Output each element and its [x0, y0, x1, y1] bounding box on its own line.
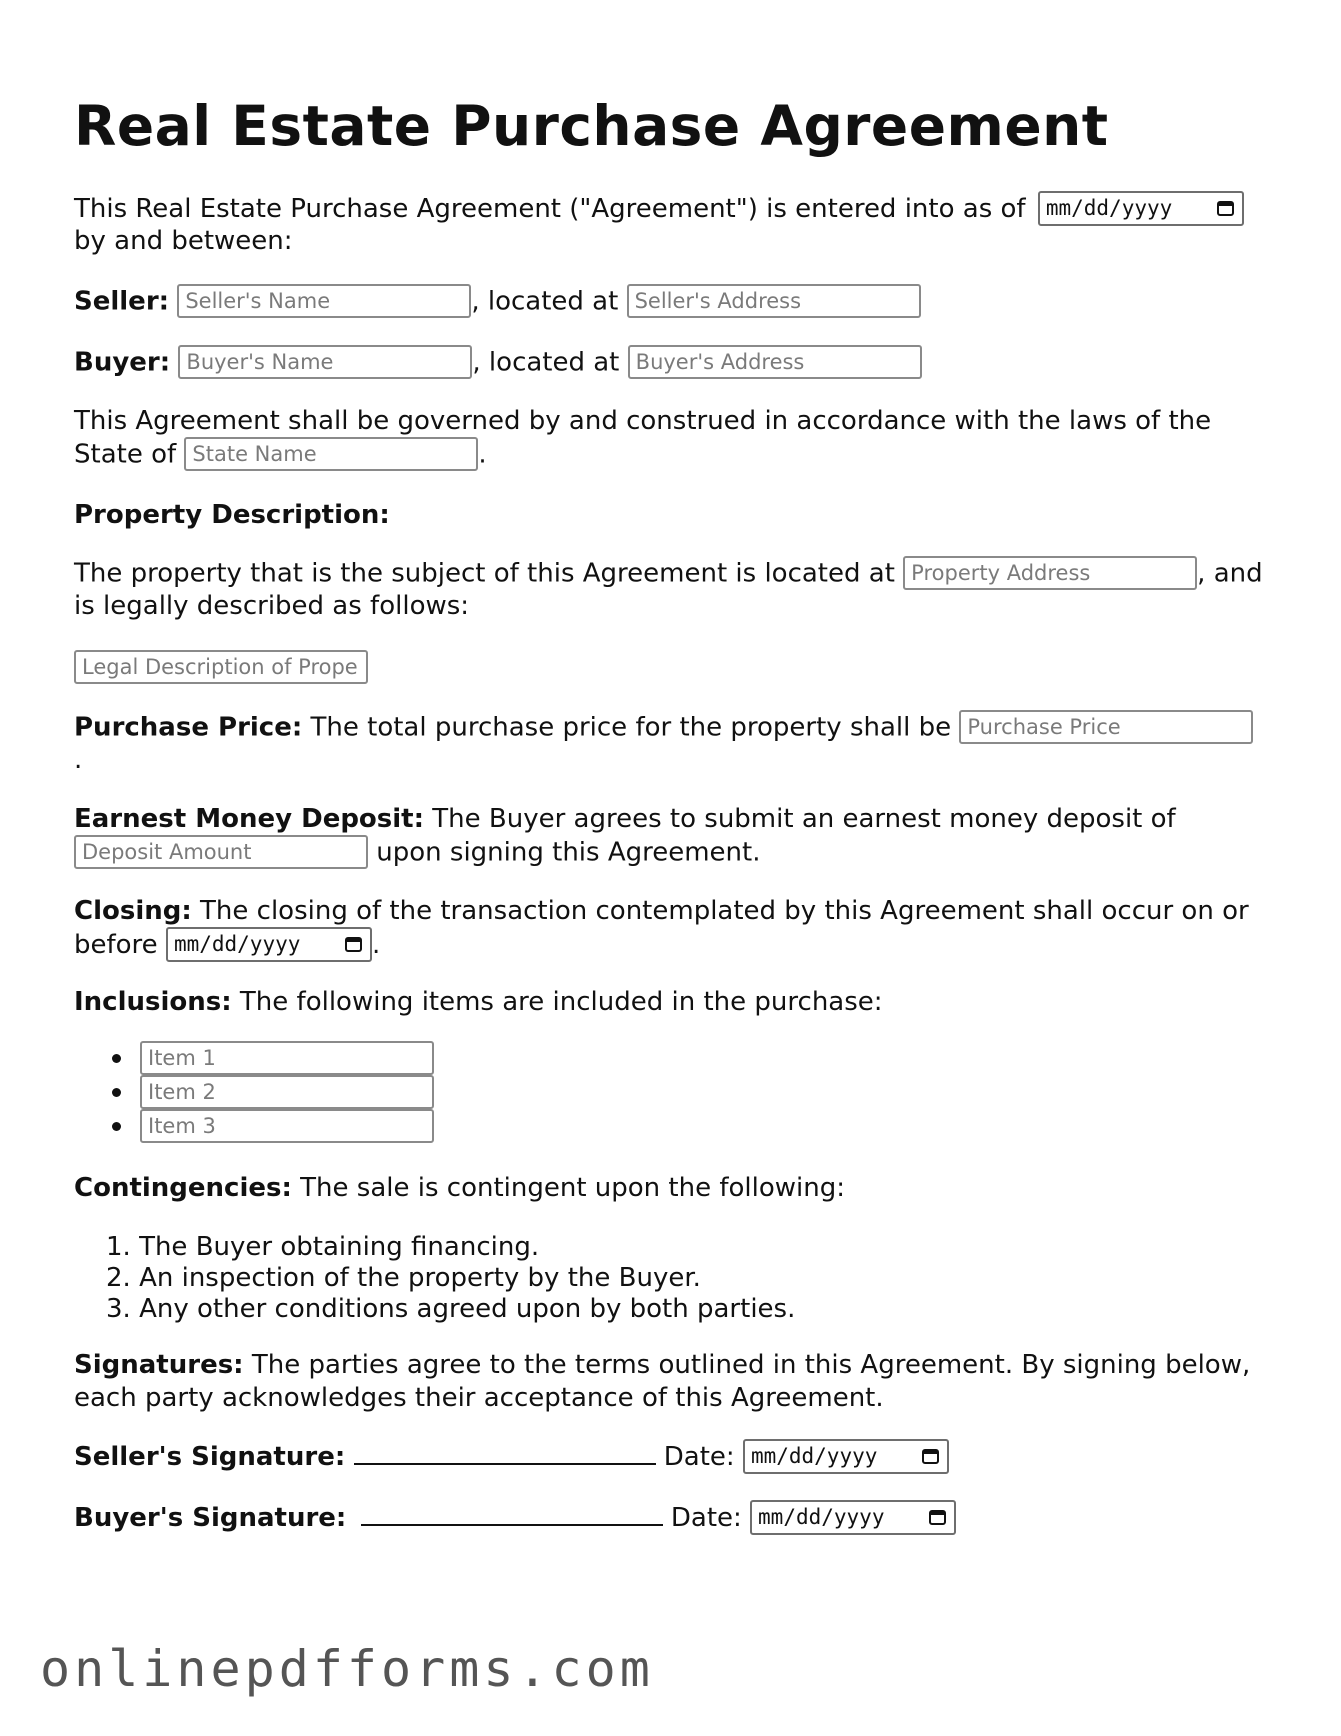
- earnest-label: Earnest Money Deposit:: [74, 804, 425, 834]
- property-heading-block: [74, 499, 1274, 532]
- purchase-price-paragraph: [74, 711, 1274, 777]
- calendar-icon[interactable]: [929, 1509, 946, 1525]
- property-address-input[interactable]: Property Address: [903, 556, 1197, 590]
- governing-paragraph: [74, 405, 1274, 471]
- inclusion-item-1-input[interactable]: Item 1: [140, 1041, 434, 1075]
- seller-label: Seller:: [74, 286, 170, 317]
- buyer-located-at: , located at: [472, 347, 620, 378]
- buyer-label: Buyer:: [74, 347, 171, 378]
- inclusion-item-2-input[interactable]: Item 2: [140, 1075, 434, 1109]
- purchase-price-input[interactable]: Purchase Price: [959, 710, 1253, 744]
- list-item: [74, 1075, 1274, 1109]
- list-item: 3. Any other conditions agreed upon by both parties.: [106, 1294, 796, 1324]
- agreement-date-placeholder: mm/dd/yyyy: [1045, 196, 1173, 220]
- contingencies-list-block: [106, 1232, 1306, 1325]
- buyer-row: [74, 346, 1274, 379]
- list-item: 1. The Buyer obtaining financing.: [106, 1232, 540, 1262]
- contingencies-label: Contingencies:: [74, 1173, 292, 1203]
- governing-end: .: [478, 439, 487, 470]
- seller-signature-row: [74, 1437, 1274, 1470]
- buyer-date-placeholder: mm/dd/yyyy: [758, 1505, 885, 1529]
- buyer-signature-row: [74, 1498, 1274, 1531]
- calendar-icon[interactable]: [1217, 200, 1234, 216]
- seller-signature-line[interactable]: [354, 1437, 656, 1465]
- list-item: 2. An inspection of the property by the Buyer.: [106, 1263, 701, 1293]
- state-name-input[interactable]: State Name: [184, 437, 478, 471]
- intro-text-line2: by and between:: [74, 226, 293, 256]
- buyer-signature-line[interactable]: [361, 1498, 663, 1526]
- calendar-icon[interactable]: [345, 936, 362, 952]
- contingencies-text: The sale is contingent upon the following:: [300, 1173, 846, 1203]
- intro-text: This Real Estate Purchase Agreement ("Agreement") is entered into as of: [74, 194, 1026, 224]
- property-paragraph: [74, 557, 1274, 623]
- inclusions-list: [74, 1041, 1274, 1143]
- property-text: The property that is the subject of this Agreement is located at: [74, 558, 895, 589]
- seller-located-at: , located at: [471, 286, 619, 317]
- seller-signature-label: Seller's Signature:: [74, 1442, 346, 1472]
- earnest-text-after: upon signing this Agreement.: [376, 837, 761, 868]
- closing-before: before: [74, 930, 158, 960]
- governing-text: This Agreement shall be governed by and construed in accordance with the laws of the: [74, 406, 1212, 436]
- seller-address-input[interactable]: Seller's Address: [627, 284, 921, 318]
- buyer-address-input[interactable]: Buyer's Address: [628, 345, 922, 379]
- seller-date-input[interactable]: [743, 1439, 949, 1474]
- closing-date-placeholder: mm/dd/yyyy: [173, 932, 301, 956]
- closing-paragraph: [74, 895, 1274, 961]
- inclusions-text: The following items are included in the purchase:: [239, 987, 883, 1017]
- agreement-date-input[interactable]: [1038, 191, 1244, 226]
- signatures-text: The parties agree to the terms outlined in this Agreement. By signing below,: [251, 1350, 1251, 1380]
- earnest-text: The Buyer agrees to submit an earnest money deposit of: [432, 804, 1176, 834]
- signatures-label: Signatures:: [74, 1350, 244, 1380]
- page-title: Real Estate Purchase Agreement: [74, 94, 1109, 158]
- closing-date-input[interactable]: [166, 927, 372, 962]
- contingencies-list: [106, 1232, 1306, 1325]
- seller-name-input[interactable]: Seller's Name: [177, 284, 471, 318]
- closing-label: Closing:: [74, 896, 192, 926]
- calendar-icon[interactable]: [922, 1448, 939, 1464]
- purchase-price-text: The total purchase price for the property shall be: [310, 712, 952, 743]
- buyer-name-input[interactable]: Buyer's Name: [178, 345, 472, 379]
- intro-paragraph: [74, 192, 1274, 258]
- signatures-text-line2: each party acknowledges their acceptance of this Agreement.: [74, 1383, 884, 1413]
- purchase-price-label: Purchase Price:: [74, 712, 303, 743]
- inclusions-list-block: [74, 1041, 1274, 1143]
- purchase-price-end: .: [74, 745, 83, 775]
- contingencies-paragraph: [74, 1172, 1274, 1205]
- inclusion-item-3-input[interactable]: Item 3: [140, 1109, 434, 1143]
- list-item: [74, 1041, 1274, 1075]
- inclusions-paragraph: [74, 986, 1274, 1019]
- property-heading: Property Description:: [74, 500, 390, 530]
- seller-row: [74, 285, 1274, 318]
- legal-description-input[interactable]: Legal Description of Prope: [74, 650, 368, 684]
- deposit-amount-input[interactable]: Deposit Amount: [74, 835, 368, 869]
- legal-description-row: [74, 651, 1274, 685]
- closing-end: .: [371, 930, 381, 960]
- closing-text: The closing of the transaction contemplated by this Agreement shall occur on or: [200, 896, 1249, 926]
- buyer-date-input[interactable]: [750, 1500, 956, 1535]
- buyer-signature-label: Buyer's Signature:: [74, 1503, 347, 1533]
- earnest-paragraph: [74, 803, 1274, 869]
- buyer-date-label: Date:: [670, 1503, 742, 1533]
- seller-date-label: Date:: [663, 1442, 735, 1472]
- inclusions-label: Inclusions:: [74, 987, 232, 1017]
- seller-date-placeholder: mm/dd/yyyy: [750, 1444, 878, 1468]
- property-text-line2: is legally described as follows:: [74, 591, 470, 621]
- list-item: [74, 1109, 1274, 1143]
- bullet-icon: [112, 1122, 121, 1131]
- watermark: onlinepdfforms.com: [40, 1640, 654, 1698]
- bullet-icon: [112, 1054, 121, 1063]
- bullet-icon: [112, 1088, 121, 1097]
- signatures-paragraph: [74, 1349, 1274, 1415]
- state-of-label: State of: [74, 439, 177, 470]
- property-text-after: , and: [1197, 558, 1263, 589]
